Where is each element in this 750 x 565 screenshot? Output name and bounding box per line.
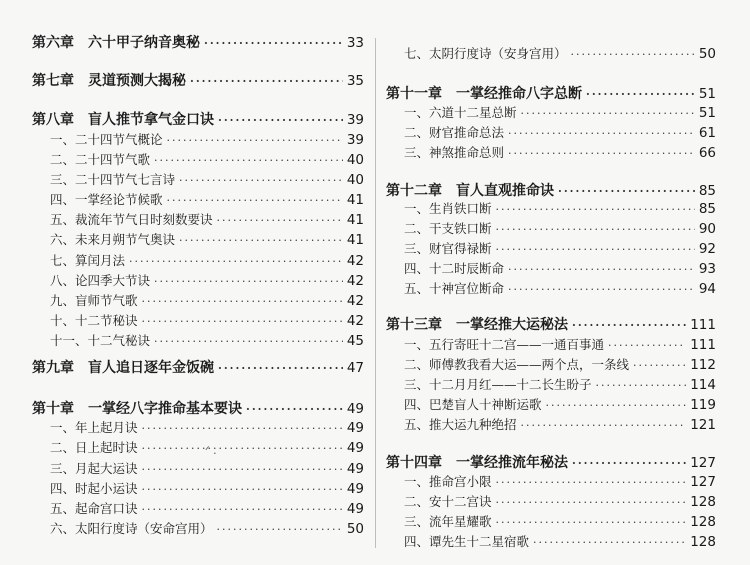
toc-section-entry: [32, 479, 364, 497]
entry-title: 九、盲师节气歌: [50, 293, 138, 308]
page-number: 92: [698, 241, 716, 257]
page-number: 128: [690, 494, 716, 510]
toc-section-entry: [32, 130, 364, 148]
toc-section-entry: [32, 251, 364, 269]
dot-leader: [217, 214, 343, 227]
toc-section-entry: [32, 150, 364, 168]
page-number: 42: [346, 253, 364, 269]
dot-leader: [218, 114, 343, 127]
entry-title: 六、太阳行度诗（安命宫用）: [50, 521, 213, 536]
toc-section-entry: [386, 472, 716, 490]
toc-chapter-entry: [32, 109, 364, 129]
entry-title: 二、师傅教我看大运——两个点，一条线: [404, 357, 630, 372]
entry-title: 五、推大运九种绝招: [404, 417, 517, 432]
page-number: 90: [698, 221, 716, 237]
entry-title: 三、月起大运诀: [50, 461, 138, 476]
entry-title: 七、太阴行度诗（安身宫用）: [404, 46, 567, 61]
entry-title: 第十章 一掌经八字推命基本要诀: [32, 401, 242, 417]
toc-section-entry: [32, 519, 364, 537]
dot-leader: [521, 107, 695, 120]
entry-title: 五、十神宫位断命: [404, 281, 505, 296]
dot-leader: [154, 335, 343, 348]
page-number: 39: [346, 112, 364, 128]
toc-section-entry: [32, 190, 364, 208]
page-number: 42: [346, 293, 364, 309]
page-number: 66: [698, 145, 716, 161]
entry-title: 四、十二时辰断命: [404, 261, 505, 276]
page-number: 50: [346, 521, 364, 537]
dot-leader: [571, 48, 695, 61]
entry-title: 七、算闰月法: [50, 253, 126, 268]
toc-section-entry: [32, 499, 364, 517]
toc-section-entry: [386, 123, 716, 141]
page-number: 50: [698, 46, 716, 62]
entry-title: 第九章 盲人追日逐年金饭碗: [32, 360, 214, 376]
page-number: 85: [698, 201, 716, 217]
entry-title: 一、六道十二星总断: [404, 105, 517, 120]
page-gutter: [375, 38, 376, 548]
entry-title: 一、二十四节气概论: [50, 132, 163, 147]
dot-leader: [204, 37, 343, 50]
toc-chapter-entry: [32, 70, 364, 90]
dot-leader: [546, 399, 687, 412]
toc-chapter-entry: [386, 314, 716, 334]
page-number: 49: [346, 501, 364, 517]
dot-leader: [596, 379, 687, 392]
toc-section-entry: [386, 199, 716, 217]
dot-leader: [218, 362, 343, 375]
dot-leader: [533, 536, 686, 549]
dot-leader: [217, 523, 343, 536]
page-number: 40: [346, 152, 364, 168]
page-number: 49: [346, 461, 364, 477]
entry-title: 第十三章 一掌经推大运秘法: [386, 317, 568, 333]
dot-leader: [558, 185, 695, 198]
entry-title: 一、推命宫小限: [404, 474, 492, 489]
dot-leader: [572, 319, 686, 332]
toc-section-entry: [32, 291, 364, 309]
entry-title: 三、十二月月红——十二长生盼子: [404, 377, 592, 392]
toc-section-entry: [386, 279, 716, 297]
dot-leader: [167, 194, 343, 207]
entry-title: 一、年上起月诀: [50, 420, 138, 435]
page-number: 47: [346, 360, 364, 376]
toc-section-entry: [32, 418, 364, 436]
toc-section-entry: [386, 143, 716, 161]
entry-title: 二、财官推命总法: [404, 125, 505, 140]
page-number: 49: [346, 481, 364, 497]
dot-leader: [154, 275, 343, 288]
page-number: 39: [346, 132, 364, 148]
page-number: 42: [346, 273, 364, 289]
page-number: 112: [690, 357, 716, 373]
entry-title: 三、二十四节气七言诗: [50, 172, 176, 187]
dot-leader: [496, 476, 687, 489]
entry-title: 第十一章 一掌经推命八字总断: [386, 86, 582, 102]
entry-title: 四、时起小运诀: [50, 481, 138, 496]
dot-leader: [142, 463, 343, 476]
dot-leader: [508, 283, 695, 296]
page-number: 49: [346, 401, 364, 417]
entry-title: 十一、十二气秘诀: [50, 333, 151, 348]
page-number: 41: [346, 212, 364, 228]
toc-section-entry: [32, 210, 364, 228]
toc-section-entry: [386, 239, 716, 257]
entry-title: 第七章 灵道预测大揭秘: [32, 73, 186, 89]
dot-leader: [142, 442, 343, 455]
toc-section-entry: [32, 459, 364, 477]
page-number: 51: [698, 86, 716, 102]
entry-title: 三、财官得禄断: [404, 241, 492, 256]
dot-leader: [586, 88, 695, 101]
page-number: 93: [698, 261, 716, 277]
entry-title: 第六章 六十甲子纳音奥秘: [32, 35, 200, 51]
toc-section-entry: [386, 395, 716, 413]
entry-title: 一、五行寄旺十二宫——一通百事通: [404, 337, 605, 352]
page-number: 111: [690, 337, 716, 353]
page-number: 85: [698, 183, 716, 199]
entry-title: 六、未来月朔节气奥诀: [50, 232, 176, 247]
dot-leader: [572, 457, 686, 470]
dot-leader: [129, 255, 343, 268]
page-number: 111: [690, 317, 716, 333]
entry-title: 十、十二节秘诀: [50, 313, 138, 328]
dot-leader: [508, 147, 695, 160]
entry-title: 二、安十二宫诀: [404, 494, 492, 509]
toc-section-entry: [386, 103, 716, 121]
toc-section-entry: [32, 438, 364, 456]
dot-leader: [521, 419, 687, 432]
toc-section-entry: [32, 311, 364, 329]
entry-title: 二、二十四节气歌: [50, 152, 151, 167]
toc-section-entry: [386, 44, 716, 62]
toc-chapter-entry: [32, 357, 364, 377]
entry-title: 五、起命宫口诀: [50, 501, 138, 516]
page-number: 49: [346, 440, 364, 456]
scan-speck: ᐟ .: [205, 444, 217, 457]
entry-title: 一、生肖铁口断: [404, 201, 492, 216]
toc-section-entry: [386, 219, 716, 237]
entry-title: 四、巴楚盲人十神断运歌: [404, 397, 542, 412]
page-number: 45: [346, 333, 364, 349]
page-number: 35: [346, 73, 364, 89]
entry-title: 八、论四季大节诀: [50, 273, 151, 288]
entry-title: 第八章 盲人推节拿气金口诀: [32, 112, 214, 128]
toc-chapter-entry: [386, 452, 716, 472]
toc-section-entry: [32, 271, 364, 289]
dot-leader: [190, 75, 343, 88]
dot-leader: [142, 483, 343, 496]
toc-chapter-entry: [32, 32, 364, 52]
entry-title: 第十二章 盲人直观推命诀: [386, 183, 554, 199]
page-number: 128: [690, 514, 716, 530]
dot-leader: [142, 422, 343, 435]
page-number: 40: [346, 172, 364, 188]
toc-section-entry: [32, 230, 364, 248]
toc-section-entry: [386, 512, 716, 530]
dot-leader: [142, 503, 343, 516]
toc-section-entry: [386, 355, 716, 373]
page-number: 51: [698, 105, 716, 121]
entry-title: 三、流年星耀歌: [404, 514, 492, 529]
dot-leader: [633, 359, 686, 372]
entry-title: 四、谭先生十二星宿歌: [404, 534, 530, 549]
toc-section-entry: [386, 532, 716, 550]
page-number: 42: [346, 313, 364, 329]
dot-leader: [496, 243, 695, 256]
dot-leader: [508, 263, 695, 276]
dot-leader: [154, 154, 343, 167]
toc-chapter-entry: [386, 83, 716, 103]
dot-leader: [142, 315, 343, 328]
toc-section-entry: [386, 259, 716, 277]
entry-title: 二、干支铁口断: [404, 221, 492, 236]
page-number: 41: [346, 192, 364, 208]
page-number: 127: [690, 474, 716, 490]
page-number: 121: [690, 417, 716, 433]
page-number: 114: [690, 377, 716, 393]
page-number: 49: [346, 420, 364, 436]
page-number: 127: [690, 455, 716, 471]
page-number: 94: [698, 281, 716, 297]
dot-leader: [246, 403, 343, 416]
entry-title: 五、裁流年节气日时刻数要诀: [50, 212, 213, 227]
toc-chapter-entry: [32, 398, 364, 418]
dot-leader: [179, 174, 343, 187]
dot-leader: [496, 496, 687, 509]
dot-leader: [496, 223, 695, 236]
toc-section-entry: [32, 170, 364, 188]
page-number: 61: [698, 125, 716, 141]
dot-leader: [167, 134, 343, 147]
page-number: 119: [690, 397, 716, 413]
toc-section-entry: [386, 492, 716, 510]
toc-section-entry: [32, 331, 364, 349]
entry-title: 四、一掌经论节候歌: [50, 192, 163, 207]
toc-section-entry: [386, 415, 716, 433]
dot-leader: [608, 339, 686, 352]
dot-leader: [142, 295, 343, 308]
toc-chapter-entry: [386, 180, 716, 200]
dot-leader: [496, 203, 695, 216]
dot-leader: [179, 234, 343, 247]
entry-title: 二、日上起时诀: [50, 440, 138, 455]
entry-title: 第十四章 一掌经推流年秘法: [386, 455, 568, 471]
page-number: 33: [346, 35, 364, 51]
dot-leader: [496, 516, 687, 529]
toc-section-entry: [386, 335, 716, 353]
toc-section-entry: [386, 375, 716, 393]
entry-title: 三、神煞推命总则: [404, 145, 505, 160]
page-number: 41: [346, 232, 364, 248]
page-number: 128: [690, 534, 716, 550]
dot-leader: [508, 127, 695, 140]
